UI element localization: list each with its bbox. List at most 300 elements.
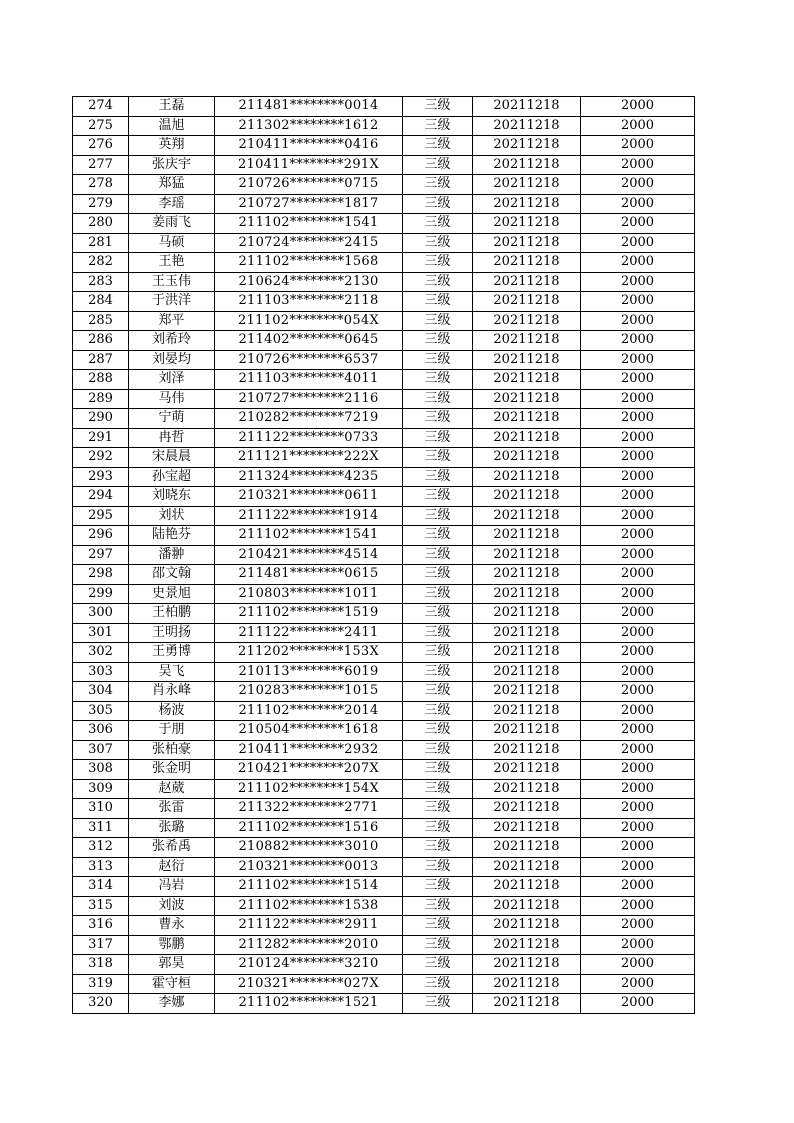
amount-cell: 2000 bbox=[581, 896, 695, 916]
id-number-cell: 210282********7219 bbox=[215, 409, 403, 429]
level-cell: 三级 bbox=[403, 292, 473, 312]
amount-cell: 2000 bbox=[581, 623, 695, 643]
amount-cell: 2000 bbox=[581, 311, 695, 331]
id-number-cell: 210321********0611 bbox=[215, 487, 403, 507]
row-number-cell: 284 bbox=[73, 292, 129, 312]
row-number-cell: 318 bbox=[73, 955, 129, 975]
name-cell: 刘晏均 bbox=[129, 350, 215, 370]
name-cell: 郑猛 bbox=[129, 175, 215, 195]
amount-cell: 2000 bbox=[581, 97, 695, 117]
row-number-cell: 303 bbox=[73, 662, 129, 682]
date-cell: 20211218 bbox=[473, 584, 581, 604]
date-cell: 20211218 bbox=[473, 370, 581, 390]
id-number-cell: 211481********0014 bbox=[215, 97, 403, 117]
amount-cell: 2000 bbox=[581, 272, 695, 292]
id-number-cell: 210724********2415 bbox=[215, 233, 403, 253]
row-number-cell: 307 bbox=[73, 740, 129, 760]
level-cell: 三级 bbox=[403, 233, 473, 253]
amount-cell: 2000 bbox=[581, 409, 695, 429]
date-cell: 20211218 bbox=[473, 916, 581, 936]
name-cell: 张雷 bbox=[129, 799, 215, 819]
id-number-cell: 210421********4514 bbox=[215, 545, 403, 565]
row-number-cell: 310 bbox=[73, 799, 129, 819]
id-number-cell: 211102********1541 bbox=[215, 526, 403, 546]
name-cell: 霍守桓 bbox=[129, 974, 215, 994]
date-cell: 20211218 bbox=[473, 116, 581, 136]
id-number-cell: 211102********1568 bbox=[215, 253, 403, 273]
level-cell: 三级 bbox=[403, 799, 473, 819]
level-cell: 三级 bbox=[403, 97, 473, 117]
date-cell: 20211218 bbox=[473, 467, 581, 487]
name-cell: 王柏鹏 bbox=[129, 604, 215, 624]
id-number-cell: 211282********2010 bbox=[215, 935, 403, 955]
row-number-cell: 274 bbox=[73, 97, 129, 117]
date-cell: 20211218 bbox=[473, 506, 581, 526]
name-cell: 于朋 bbox=[129, 721, 215, 741]
id-number-cell: 211102********1516 bbox=[215, 818, 403, 838]
id-number-cell: 211324********4235 bbox=[215, 467, 403, 487]
name-cell: 王明扬 bbox=[129, 623, 215, 643]
date-cell: 20211218 bbox=[473, 818, 581, 838]
row-number-cell: 292 bbox=[73, 448, 129, 468]
level-cell: 三级 bbox=[403, 389, 473, 409]
row-number-cell: 278 bbox=[73, 175, 129, 195]
id-number-cell: 211102********154X bbox=[215, 779, 403, 799]
amount-cell: 2000 bbox=[581, 935, 695, 955]
name-cell: 孙宝超 bbox=[129, 467, 215, 487]
table-row bbox=[73, 623, 695, 643]
date-cell: 20211218 bbox=[473, 214, 581, 234]
amount-cell: 2000 bbox=[581, 760, 695, 780]
amount-cell: 2000 bbox=[581, 565, 695, 585]
name-cell: 王勇博 bbox=[129, 643, 215, 663]
date-cell: 20211218 bbox=[473, 604, 581, 624]
level-cell: 三级 bbox=[403, 701, 473, 721]
level-cell: 三级 bbox=[403, 740, 473, 760]
amount-cell: 2000 bbox=[581, 506, 695, 526]
row-number-cell: 280 bbox=[73, 214, 129, 234]
id-number-cell: 210727********2116 bbox=[215, 389, 403, 409]
level-cell: 三级 bbox=[403, 916, 473, 936]
table-row bbox=[73, 896, 695, 916]
id-number-cell: 211102********1519 bbox=[215, 604, 403, 624]
date-cell: 20211218 bbox=[473, 662, 581, 682]
level-cell: 三级 bbox=[403, 272, 473, 292]
date-cell: 20211218 bbox=[473, 721, 581, 741]
data-table bbox=[72, 96, 695, 1014]
level-cell: 三级 bbox=[403, 935, 473, 955]
amount-cell: 2000 bbox=[581, 818, 695, 838]
level-cell: 三级 bbox=[403, 877, 473, 897]
amount-cell: 2000 bbox=[581, 740, 695, 760]
name-cell: 于洪洋 bbox=[129, 292, 215, 312]
table-row bbox=[73, 643, 695, 663]
row-number-cell: 275 bbox=[73, 116, 129, 136]
name-cell: 宁萌 bbox=[129, 409, 215, 429]
level-cell: 三级 bbox=[403, 955, 473, 975]
table-row bbox=[73, 136, 695, 156]
name-cell: 杨波 bbox=[129, 701, 215, 721]
date-cell: 20211218 bbox=[473, 292, 581, 312]
amount-cell: 2000 bbox=[581, 643, 695, 663]
row-number-cell: 317 bbox=[73, 935, 129, 955]
level-cell: 三级 bbox=[403, 974, 473, 994]
level-cell: 三级 bbox=[403, 350, 473, 370]
row-number-cell: 294 bbox=[73, 487, 129, 507]
id-number-cell: 210124********3210 bbox=[215, 955, 403, 975]
amount-cell: 2000 bbox=[581, 116, 695, 136]
name-cell: 王艳 bbox=[129, 253, 215, 273]
date-cell: 20211218 bbox=[473, 838, 581, 858]
amount-cell: 2000 bbox=[581, 779, 695, 799]
amount-cell: 2000 bbox=[581, 194, 695, 214]
amount-cell: 2000 bbox=[581, 448, 695, 468]
id-number-cell: 210726********0715 bbox=[215, 175, 403, 195]
table-row bbox=[73, 935, 695, 955]
level-cell: 三级 bbox=[403, 487, 473, 507]
table-row bbox=[73, 760, 695, 780]
amount-cell: 2000 bbox=[581, 487, 695, 507]
row-number-cell: 304 bbox=[73, 682, 129, 702]
date-cell: 20211218 bbox=[473, 409, 581, 429]
table-row bbox=[73, 994, 695, 1014]
amount-cell: 2000 bbox=[581, 233, 695, 253]
row-number-cell: 281 bbox=[73, 233, 129, 253]
name-cell: 张希禹 bbox=[129, 838, 215, 858]
level-cell: 三级 bbox=[403, 467, 473, 487]
id-number-cell: 211103********4011 bbox=[215, 370, 403, 390]
level-cell: 三级 bbox=[403, 643, 473, 663]
table-row bbox=[73, 175, 695, 195]
id-number-cell: 210113********6019 bbox=[215, 662, 403, 682]
row-number-cell: 299 bbox=[73, 584, 129, 604]
row-number-cell: 286 bbox=[73, 331, 129, 351]
date-cell: 20211218 bbox=[473, 175, 581, 195]
row-number-cell: 316 bbox=[73, 916, 129, 936]
amount-cell: 2000 bbox=[581, 721, 695, 741]
row-number-cell: 288 bbox=[73, 370, 129, 390]
id-number-cell: 210411********0416 bbox=[215, 136, 403, 156]
name-cell: 刘泽 bbox=[129, 370, 215, 390]
level-cell: 三级 bbox=[403, 175, 473, 195]
date-cell: 20211218 bbox=[473, 155, 581, 175]
row-number-cell: 293 bbox=[73, 467, 129, 487]
row-number-cell: 285 bbox=[73, 311, 129, 331]
id-number-cell: 211102********1521 bbox=[215, 994, 403, 1014]
level-cell: 三级 bbox=[403, 448, 473, 468]
table-row bbox=[73, 565, 695, 585]
row-number-cell: 311 bbox=[73, 818, 129, 838]
name-cell: 陆艳芬 bbox=[129, 526, 215, 546]
date-cell: 20211218 bbox=[473, 974, 581, 994]
name-cell: 赵衍 bbox=[129, 857, 215, 877]
level-cell: 三级 bbox=[403, 545, 473, 565]
level-cell: 三级 bbox=[403, 409, 473, 429]
table-row bbox=[73, 974, 695, 994]
id-number-cell: 210726********6537 bbox=[215, 350, 403, 370]
name-cell: 史景旭 bbox=[129, 584, 215, 604]
table-row bbox=[73, 331, 695, 351]
row-number-cell: 306 bbox=[73, 721, 129, 741]
id-number-cell: 210411********291X bbox=[215, 155, 403, 175]
id-number-cell: 210504********1618 bbox=[215, 721, 403, 741]
table-row bbox=[73, 350, 695, 370]
amount-cell: 2000 bbox=[581, 175, 695, 195]
table-row bbox=[73, 604, 695, 624]
name-cell: 李瑶 bbox=[129, 194, 215, 214]
date-cell: 20211218 bbox=[473, 877, 581, 897]
amount-cell: 2000 bbox=[581, 604, 695, 624]
name-cell: 张庆宇 bbox=[129, 155, 215, 175]
id-number-cell: 211481********0615 bbox=[215, 565, 403, 585]
table-row bbox=[73, 428, 695, 448]
row-number-cell: 320 bbox=[73, 994, 129, 1014]
row-number-cell: 301 bbox=[73, 623, 129, 643]
id-number-cell: 210283********1015 bbox=[215, 682, 403, 702]
row-number-cell: 290 bbox=[73, 409, 129, 429]
id-number-cell: 211402********0645 bbox=[215, 331, 403, 351]
name-cell: 英翔 bbox=[129, 136, 215, 156]
level-cell: 三级 bbox=[403, 155, 473, 175]
row-number-cell: 277 bbox=[73, 155, 129, 175]
table-row bbox=[73, 682, 695, 702]
name-cell: 鄂鹏 bbox=[129, 935, 215, 955]
date-cell: 20211218 bbox=[473, 311, 581, 331]
level-cell: 三级 bbox=[403, 526, 473, 546]
table-row bbox=[73, 721, 695, 741]
date-cell: 20211218 bbox=[473, 253, 581, 273]
amount-cell: 2000 bbox=[581, 428, 695, 448]
name-cell: 郑平 bbox=[129, 311, 215, 331]
level-cell: 三级 bbox=[403, 721, 473, 741]
level-cell: 三级 bbox=[403, 428, 473, 448]
amount-cell: 2000 bbox=[581, 331, 695, 351]
id-number-cell: 211102********2014 bbox=[215, 701, 403, 721]
row-number-cell: 300 bbox=[73, 604, 129, 624]
id-number-cell: 211102********1538 bbox=[215, 896, 403, 916]
level-cell: 三级 bbox=[403, 214, 473, 234]
amount-cell: 2000 bbox=[581, 370, 695, 390]
table-row bbox=[73, 116, 695, 136]
level-cell: 三级 bbox=[403, 896, 473, 916]
id-number-cell: 210727********1817 bbox=[215, 194, 403, 214]
date-cell: 20211218 bbox=[473, 857, 581, 877]
table-row bbox=[73, 214, 695, 234]
level-cell: 三级 bbox=[403, 838, 473, 858]
amount-cell: 2000 bbox=[581, 974, 695, 994]
name-cell: 温旭 bbox=[129, 116, 215, 136]
row-number-cell: 283 bbox=[73, 272, 129, 292]
row-number-cell: 276 bbox=[73, 136, 129, 156]
level-cell: 三级 bbox=[403, 604, 473, 624]
date-cell: 20211218 bbox=[473, 526, 581, 546]
id-number-cell: 211103********2118 bbox=[215, 292, 403, 312]
level-cell: 三级 bbox=[403, 194, 473, 214]
amount-cell: 2000 bbox=[581, 838, 695, 858]
date-cell: 20211218 bbox=[473, 428, 581, 448]
level-cell: 三级 bbox=[403, 779, 473, 799]
name-cell: 刘状 bbox=[129, 506, 215, 526]
amount-cell: 2000 bbox=[581, 155, 695, 175]
date-cell: 20211218 bbox=[473, 545, 581, 565]
table-row bbox=[73, 311, 695, 331]
row-number-cell: 279 bbox=[73, 194, 129, 214]
name-cell: 郭昊 bbox=[129, 955, 215, 975]
date-cell: 20211218 bbox=[473, 97, 581, 117]
row-number-cell: 314 bbox=[73, 877, 129, 897]
date-cell: 20211218 bbox=[473, 233, 581, 253]
date-cell: 20211218 bbox=[473, 896, 581, 916]
row-number-cell: 308 bbox=[73, 760, 129, 780]
table-row bbox=[73, 955, 695, 975]
level-cell: 三级 bbox=[403, 994, 473, 1014]
level-cell: 三级 bbox=[403, 818, 473, 838]
amount-cell: 2000 bbox=[581, 350, 695, 370]
name-cell: 冯岩 bbox=[129, 877, 215, 897]
amount-cell: 2000 bbox=[581, 389, 695, 409]
table-row bbox=[73, 799, 695, 819]
table-row bbox=[73, 545, 695, 565]
row-number-cell: 287 bbox=[73, 350, 129, 370]
table-row bbox=[73, 272, 695, 292]
date-cell: 20211218 bbox=[473, 955, 581, 975]
name-cell: 刘波 bbox=[129, 896, 215, 916]
amount-cell: 2000 bbox=[581, 701, 695, 721]
date-cell: 20211218 bbox=[473, 740, 581, 760]
id-number-cell: 210624********2130 bbox=[215, 272, 403, 292]
table-row bbox=[73, 97, 695, 117]
name-cell: 张璐 bbox=[129, 818, 215, 838]
date-cell: 20211218 bbox=[473, 448, 581, 468]
row-number-cell: 305 bbox=[73, 701, 129, 721]
amount-cell: 2000 bbox=[581, 253, 695, 273]
table-row bbox=[73, 877, 695, 897]
level-cell: 三级 bbox=[403, 116, 473, 136]
date-cell: 20211218 bbox=[473, 779, 581, 799]
amount-cell: 2000 bbox=[581, 955, 695, 975]
date-cell: 20211218 bbox=[473, 799, 581, 819]
level-cell: 三级 bbox=[403, 662, 473, 682]
level-cell: 三级 bbox=[403, 311, 473, 331]
name-cell: 肖永峰 bbox=[129, 682, 215, 702]
table-row bbox=[73, 467, 695, 487]
date-cell: 20211218 bbox=[473, 194, 581, 214]
table-row bbox=[73, 662, 695, 682]
table-row bbox=[73, 838, 695, 858]
id-number-cell: 211122********2411 bbox=[215, 623, 403, 643]
id-number-cell: 211122********1914 bbox=[215, 506, 403, 526]
name-cell: 刘晓东 bbox=[129, 487, 215, 507]
row-number-cell: 298 bbox=[73, 565, 129, 585]
name-cell: 赵葳 bbox=[129, 779, 215, 799]
table-row bbox=[73, 916, 695, 936]
id-number-cell: 210803********1011 bbox=[215, 584, 403, 604]
amount-cell: 2000 bbox=[581, 526, 695, 546]
row-number-cell: 296 bbox=[73, 526, 129, 546]
name-cell: 马硕 bbox=[129, 233, 215, 253]
table-row bbox=[73, 526, 695, 546]
amount-cell: 2000 bbox=[581, 467, 695, 487]
name-cell: 吴飞 bbox=[129, 662, 215, 682]
name-cell: 李娜 bbox=[129, 994, 215, 1014]
level-cell: 三级 bbox=[403, 136, 473, 156]
id-number-cell: 210321********0013 bbox=[215, 857, 403, 877]
row-number-cell: 289 bbox=[73, 389, 129, 409]
amount-cell: 2000 bbox=[581, 584, 695, 604]
table-row bbox=[73, 857, 695, 877]
level-cell: 三级 bbox=[403, 760, 473, 780]
date-cell: 20211218 bbox=[473, 623, 581, 643]
table-body bbox=[73, 97, 695, 1014]
name-cell: 张柏豪 bbox=[129, 740, 215, 760]
table-row bbox=[73, 740, 695, 760]
spreadsheet-page bbox=[72, 96, 694, 1014]
table-row bbox=[73, 487, 695, 507]
level-cell: 三级 bbox=[403, 253, 473, 273]
table-row bbox=[73, 194, 695, 214]
date-cell: 20211218 bbox=[473, 350, 581, 370]
amount-cell: 2000 bbox=[581, 799, 695, 819]
level-cell: 三级 bbox=[403, 565, 473, 585]
level-cell: 三级 bbox=[403, 682, 473, 702]
level-cell: 三级 bbox=[403, 506, 473, 526]
date-cell: 20211218 bbox=[473, 760, 581, 780]
id-number-cell: 211122********0733 bbox=[215, 428, 403, 448]
amount-cell: 2000 bbox=[581, 214, 695, 234]
table-row bbox=[73, 370, 695, 390]
date-cell: 20211218 bbox=[473, 487, 581, 507]
name-cell: 潘翀 bbox=[129, 545, 215, 565]
table-row bbox=[73, 253, 695, 273]
row-number-cell: 297 bbox=[73, 545, 129, 565]
date-cell: 20211218 bbox=[473, 682, 581, 702]
level-cell: 三级 bbox=[403, 584, 473, 604]
row-number-cell: 312 bbox=[73, 838, 129, 858]
name-cell: 曹永 bbox=[129, 916, 215, 936]
table-row bbox=[73, 155, 695, 175]
date-cell: 20211218 bbox=[473, 994, 581, 1014]
name-cell: 马伟 bbox=[129, 389, 215, 409]
date-cell: 20211218 bbox=[473, 136, 581, 156]
level-cell: 三级 bbox=[403, 623, 473, 643]
table-row bbox=[73, 292, 695, 312]
date-cell: 20211218 bbox=[473, 565, 581, 585]
row-number-cell: 291 bbox=[73, 428, 129, 448]
table-row bbox=[73, 584, 695, 604]
level-cell: 三级 bbox=[403, 331, 473, 351]
table-row bbox=[73, 779, 695, 799]
id-number-cell: 211121********222X bbox=[215, 448, 403, 468]
id-number-cell: 211202********153X bbox=[215, 643, 403, 663]
row-number-cell: 282 bbox=[73, 253, 129, 273]
amount-cell: 2000 bbox=[581, 136, 695, 156]
date-cell: 20211218 bbox=[473, 701, 581, 721]
name-cell: 刘希玲 bbox=[129, 331, 215, 351]
date-cell: 20211218 bbox=[473, 935, 581, 955]
name-cell: 王玉伟 bbox=[129, 272, 215, 292]
row-number-cell: 309 bbox=[73, 779, 129, 799]
name-cell: 宋晨晨 bbox=[129, 448, 215, 468]
amount-cell: 2000 bbox=[581, 877, 695, 897]
table-row bbox=[73, 701, 695, 721]
name-cell: 姜雨飞 bbox=[129, 214, 215, 234]
level-cell: 三级 bbox=[403, 370, 473, 390]
name-cell: 张金明 bbox=[129, 760, 215, 780]
row-number-cell: 295 bbox=[73, 506, 129, 526]
amount-cell: 2000 bbox=[581, 682, 695, 702]
amount-cell: 2000 bbox=[581, 292, 695, 312]
id-number-cell: 210421********207X bbox=[215, 760, 403, 780]
